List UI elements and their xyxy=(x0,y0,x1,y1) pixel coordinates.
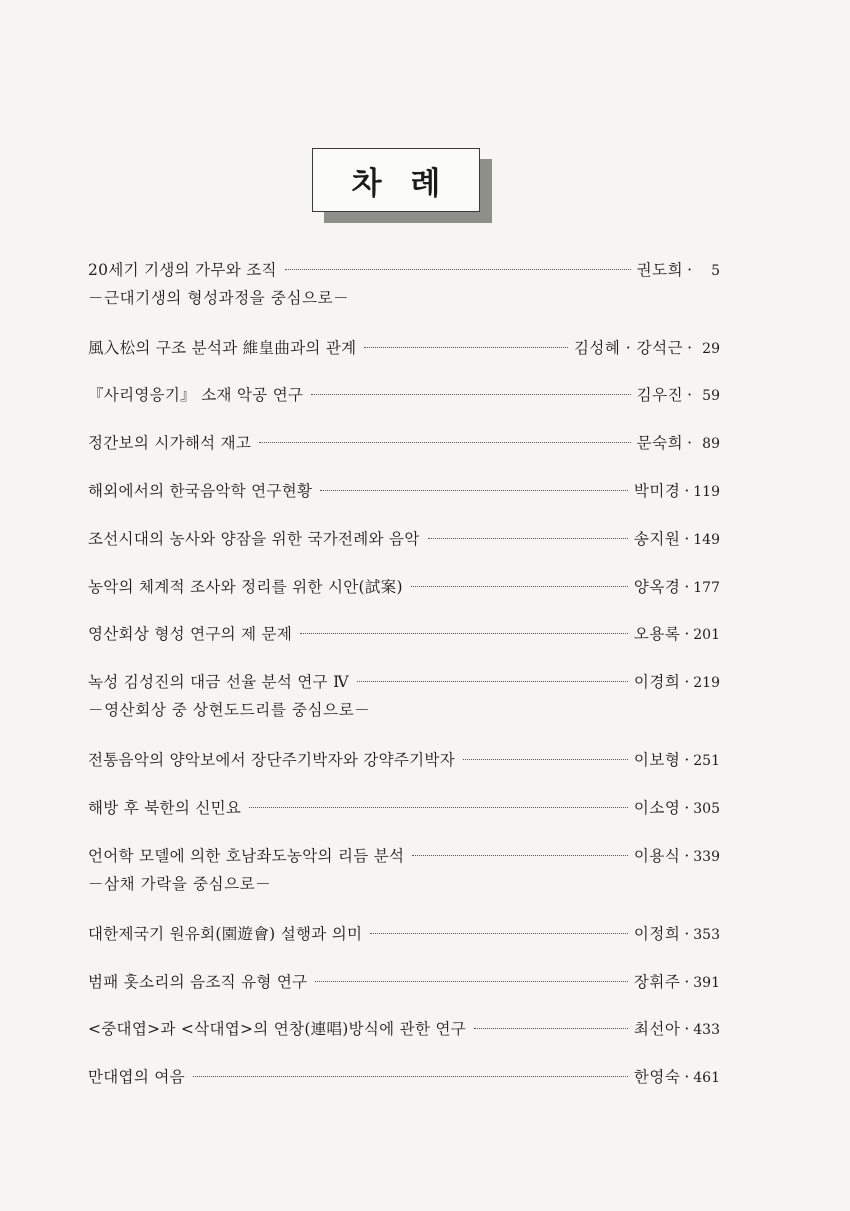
toc-entry-author: 이정희 xyxy=(633,925,681,943)
toc-entry[interactable]: 風入松의 구조 분석과 維皇曲과의 관계 김성혜 · 강석근 · 29 xyxy=(88,337,720,360)
toc-entry-author: 이보형 xyxy=(633,751,681,769)
dot-leader xyxy=(315,981,627,982)
toc-entry-author: 권도희 xyxy=(636,261,684,279)
toc-entry[interactable]: 해방 후 북한의 신민요 이소영 · 305 xyxy=(88,797,720,820)
toc-entry-author: 장휘주 xyxy=(633,973,681,991)
toc-entry-author: 이소영 xyxy=(633,799,681,817)
toc-entry-page: 29 xyxy=(702,341,720,357)
toc-entry-page: 461 xyxy=(693,1070,720,1086)
toc-entry[interactable]: 언어학 모델에 의한 호남좌도농악의 리듬 분석 이용식 · 339 －삼채 가락을 중심으로－ xyxy=(88,847,720,893)
toc-entry-author: 문숙희 xyxy=(636,434,684,452)
toc-entry-title: 조선시대의 농사와 양잠을 위한 국가전례와 음악 xyxy=(88,530,420,548)
toc-entry-page: 219 xyxy=(693,675,720,691)
toc-entry[interactable]: 영산회상 형성 연구의 제 문제 오용록 · 201 xyxy=(88,623,720,646)
dot-leader xyxy=(411,586,628,587)
toc-entry[interactable]: 녹성 김성진의 대금 선율 분석 연구 Ⅳ 이경희 · 219 －영산회상 중 상현도드리를 중심으로－ xyxy=(88,673,720,719)
toc-entry-title: 해외에서의 한국음악학 연구현황 xyxy=(88,482,313,500)
toc-entry[interactable]: 20세기 기생의 가무와 조직 권도희 · 5 －근대기생의 형성과정을 중심으로－ xyxy=(88,261,720,307)
toc-entry-title: 해방 후 북한의 신민요 xyxy=(88,799,242,817)
toc-entry-page: 149 xyxy=(693,532,720,548)
toc-entry[interactable]: 정간보의 시가해석 재고 문숙희 · 89 xyxy=(88,432,720,455)
toc-entry-page: 119 xyxy=(693,484,720,500)
toc-entry-author: 이경희 xyxy=(633,673,681,691)
toc-title-box xyxy=(312,148,480,212)
toc-entry-page: 433 xyxy=(693,1022,720,1038)
dot-leader xyxy=(370,933,628,934)
toc-entry[interactable]: 범패 홋소리의 음조직 유형 연구 장휘주 · 391 xyxy=(88,971,720,994)
toc-entry-title: 정간보의 시가해석 재고 xyxy=(88,434,252,452)
toc-entry-title: 『사리영응기』 소재 악공 연구 xyxy=(88,386,304,404)
toc-entry-author: 송지원 xyxy=(633,530,681,548)
dot-leader xyxy=(193,1076,628,1077)
toc-entry[interactable]: 해외에서의 한국음악학 연구현황 박미경 · 119 xyxy=(88,480,720,503)
dot-leader xyxy=(259,442,630,443)
dot-leader xyxy=(285,269,631,270)
toc-entry-subtitle: －근대기생의 형성과정을 중심으로－ xyxy=(88,289,350,307)
toc-entry-title: 녹성 김성진의 대금 선율 분석 연구 Ⅳ xyxy=(88,673,349,691)
toc-entry-title: 농악의 체계적 조사와 정리를 위한 시안(試案) xyxy=(88,578,403,596)
toc-entry-page: 305 xyxy=(693,801,720,817)
toc-entry-title: 범패 홋소리의 음조직 유형 연구 xyxy=(88,973,308,991)
toc-entry-page: 353 xyxy=(693,927,720,943)
toc-entry-author: 한영숙 xyxy=(633,1068,681,1086)
toc-entry[interactable]: <중대엽>과 <삭대엽>의 연창(連唱)방식에 관한 연구 최선아 · 433 xyxy=(88,1018,720,1041)
toc-entry-page: 177 xyxy=(693,580,720,596)
dot-leader xyxy=(249,807,628,808)
toc-entry-page: 89 xyxy=(702,436,720,452)
toc-entry-author: 김성혜 · 강석근 xyxy=(573,339,684,357)
toc-entry-author: 이용식 xyxy=(633,847,681,865)
toc-entry-page: 339 xyxy=(693,849,720,865)
dot-leader xyxy=(364,347,567,348)
dot-leader xyxy=(311,394,630,395)
toc-entry-page: 251 xyxy=(693,753,720,769)
toc-entry-page: 201 xyxy=(693,627,720,643)
toc-entry-title: 영산회상 형성 연구의 제 문제 xyxy=(88,625,293,643)
toc-entry[interactable]: 전통음악의 양악보에서 장단주기박자와 강약주기박자 이보형 · 251 xyxy=(88,749,720,772)
dot-leader xyxy=(412,855,628,856)
toc-entry[interactable]: 농악의 체계적 조사와 정리를 위한 시안(試案) 양옥경 · 177 xyxy=(88,576,720,599)
toc-entry-author: 김우진 xyxy=(636,386,684,404)
toc-entry-author: 양옥경 xyxy=(633,578,681,596)
dot-leader xyxy=(357,681,628,682)
toc-title: 차 례 xyxy=(351,165,450,202)
toc-entry[interactable]: 조선시대의 농사와 양잠을 위한 국가전례와 음악 송지원 · 149 xyxy=(88,528,720,551)
dot-leader xyxy=(428,538,628,539)
toc-entry[interactable]: 만대엽의 여음 한영숙 · 461 xyxy=(88,1066,720,1089)
toc-entry-title: 언어학 모델에 의한 호남좌도농악의 리듬 분석 xyxy=(88,847,405,865)
toc-entry[interactable]: 대한제국기 원유회(園遊會) 설행과 의미 이정희 · 353 xyxy=(88,923,720,946)
toc-entry-subtitle: －영산회상 중 상현도드리를 중심으로－ xyxy=(88,701,371,719)
dot-leader xyxy=(474,1028,628,1029)
toc-entry-author: 최선아 xyxy=(633,1020,681,1038)
toc-entry-title: <중대엽>과 <삭대엽>의 연창(連唱)방식에 관한 연구 xyxy=(88,1020,466,1038)
dot-leader xyxy=(463,759,628,760)
toc-entry-page: 5 xyxy=(711,263,720,279)
dot-leader xyxy=(320,490,628,491)
toc-entry-title: 전통음악의 양악보에서 장단주기박자와 강약주기박자 xyxy=(88,751,455,769)
toc-entry[interactable]: 『사리영응기』 소재 악공 연구 김우진 · 59 xyxy=(88,384,720,407)
dot-leader xyxy=(300,633,628,634)
toc-entry-subtitle: －삼채 가락을 중심으로－ xyxy=(88,875,272,893)
toc-entry-title: 20세기 기생의 가무와 조직 xyxy=(88,261,277,279)
toc-entry-author: 오용록 xyxy=(633,625,681,643)
toc-entry-title: 風入松의 구조 분석과 維皇曲과의 관계 xyxy=(88,339,357,357)
toc-entry-page: 59 xyxy=(702,388,720,404)
toc-entry-page: 391 xyxy=(693,975,720,991)
toc-entry-title: 대한제국기 원유회(園遊會) 설행과 의미 xyxy=(88,925,363,943)
toc-entry-title: 만대엽의 여음 xyxy=(88,1068,185,1086)
toc-entry-author: 박미경 xyxy=(633,482,681,500)
